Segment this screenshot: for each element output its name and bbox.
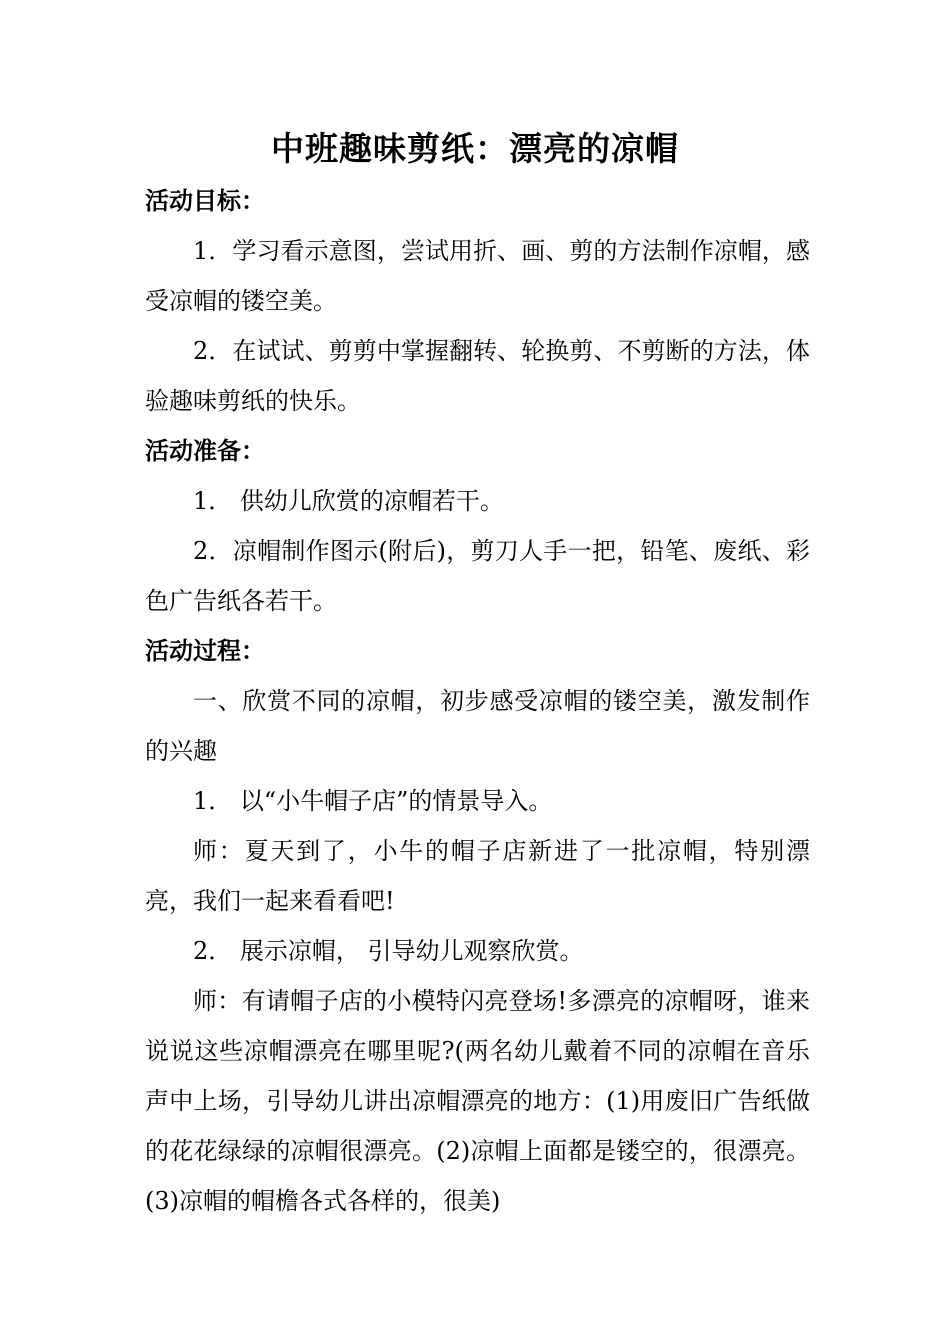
paragraph: 师：有请帽子店的小模特闪亮登场!多漂亮的凉帽呀，谁来说说这些凉帽漂亮在哪里呢?(两名幼儿戴着不同的凉帽在音乐声中上场，引导幼儿讲出凉帽漂亮的地方：(1)用废旧广告纸做的花花绿绿的凉帽很漂亮。(2)凉帽上面都是镂空的，很漂亮。(3)凉帽的帽檐各式各样的，很美) bbox=[145, 987, 810, 1215]
section-heading: 活动准备： bbox=[145, 437, 265, 465]
paragraph: 1．学习看示意图，尝试用折、画、剪的方法制作凉帽，感受凉帽的镂空美。 bbox=[145, 237, 810, 315]
paragraph: 一、欣赏不同的凉帽，初步感受凉帽的镂空美，激发制作的兴趣 bbox=[145, 687, 810, 765]
section-process bbox=[145, 626, 810, 1226]
paragraph: 2． 展示凉帽， 引导幼儿观察欣赏。 bbox=[193, 937, 584, 965]
paragraph: 1． 以“小牛帽子店”的情景导入。 bbox=[193, 787, 553, 815]
paragraph: 2．在试试、剪剪中掌握翻转、轮换剪、不剪断的方法，体验趣味剪纸的快乐。 bbox=[145, 337, 810, 415]
paragraph: 2．凉帽制作图示(附后)，剪刀人手一把，铅笔、废纸、彩色广告纸各若干。 bbox=[145, 537, 810, 615]
document-title: 中班趣味剪纸：漂亮的凉帽 bbox=[271, 129, 679, 168]
section-preparation bbox=[145, 426, 810, 626]
section-heading: 活动过程： bbox=[145, 637, 265, 665]
paragraph: 1． 供幼儿欣赏的凉帽若干。 bbox=[193, 487, 504, 515]
section-goals bbox=[145, 176, 810, 426]
paragraph: 师：夏天到了，小牛的帽子店新进了一批凉帽，特别漂亮，我们一起来看看吧! bbox=[145, 837, 810, 915]
document-body bbox=[145, 176, 810, 1226]
section-heading: 活动目标： bbox=[145, 187, 265, 215]
